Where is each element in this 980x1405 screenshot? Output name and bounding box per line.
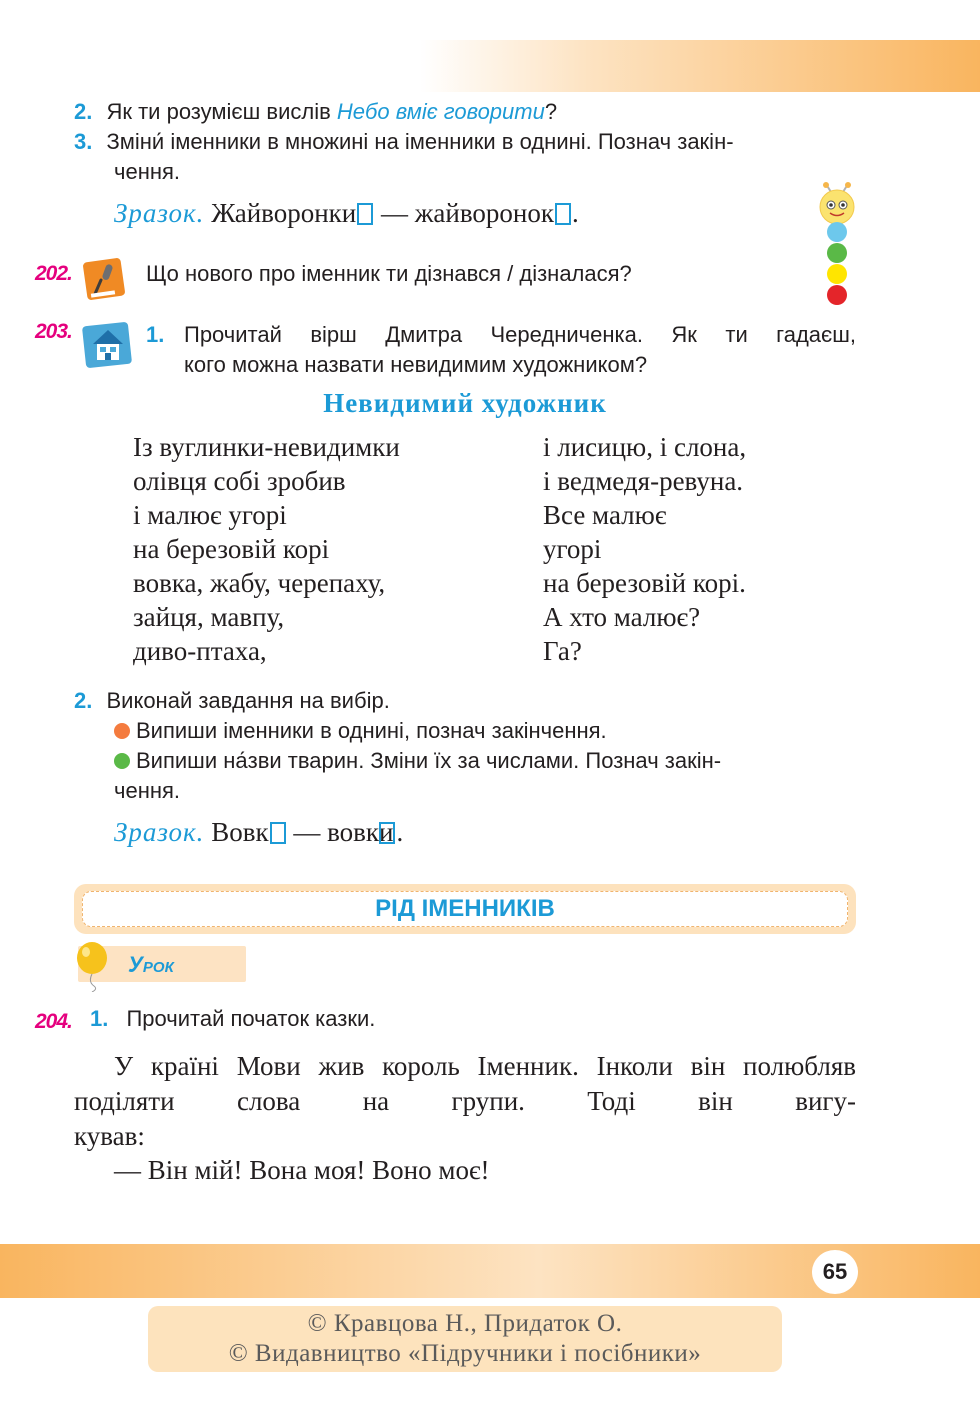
microphone-icon <box>81 254 131 304</box>
task-text-end: ? <box>544 99 558 124</box>
poem-line: і малює угорі <box>133 500 287 530</box>
task-text: Як ти розумієш вислів <box>106 99 337 124</box>
task-3 <box>74 127 864 157</box>
example-dash: — <box>374 198 415 228</box>
example-word-2: жайворонок <box>414 198 554 228</box>
poem-right-column <box>543 430 746 668</box>
example-period: . <box>571 198 579 228</box>
page-number: 65 <box>812 1250 858 1294</box>
poem-line: зайця, мавпу, <box>133 602 285 632</box>
task-number: 2. <box>74 99 93 124</box>
copyright-line: © Видавництво «Підручники і посібники» <box>228 1340 702 1367</box>
task-number-label: 1. <box>146 322 165 347</box>
top-decor-band <box>420 40 980 92</box>
section-header <box>74 884 856 934</box>
task-text-line2: кого можна назвати невидимим художником? <box>184 352 648 377</box>
task-2 <box>74 97 557 127</box>
option-2-line2: чення. <box>114 778 181 803</box>
task-text: Виконай завдання на вибір. <box>106 688 390 713</box>
poem-line: і ведмедя-ревуна. <box>543 466 744 496</box>
story-paragraph: У країні Мови жив король Іменник. Інколи він полюбляв поділяти слова на групи. Тоді він вигу- <box>74 1051 856 1116</box>
poem-line: угорі <box>543 534 602 564</box>
section-title: РІД ІМЕННИКІВ <box>82 891 848 927</box>
example-period: . <box>396 817 404 847</box>
ending-box <box>270 822 286 844</box>
option-text: Випиши іменники в однині, познач закінчення. <box>136 718 607 743</box>
example-label: Зразок. <box>114 198 205 228</box>
example-label: Зразок. <box>114 817 205 847</box>
example-2 <box>114 817 403 848</box>
balloon-icon <box>72 940 112 992</box>
green-dot-icon <box>114 753 130 769</box>
poem-line: на березовій корі. <box>543 568 746 598</box>
caterpillar-icon <box>815 182 861 307</box>
ending-box <box>379 822 395 844</box>
option-2 <box>114 746 721 776</box>
task-text: Зміни́ іменники в множині на іменники в однині. Познач закін- <box>106 129 734 154</box>
story-quote: — Він мій! Вона моя! Воно моє! <box>114 1155 490 1185</box>
example-word-2: вовки <box>327 817 394 847</box>
story-paragraph-end: кував: <box>74 1121 145 1151</box>
task-text: Прочитай початок казки. <box>126 1006 376 1031</box>
example-word-1: Жайворонки <box>211 198 357 228</box>
exercise-number: 202. <box>35 262 72 285</box>
task-2b <box>74 686 390 716</box>
poem-line: диво-птаха, <box>133 636 267 666</box>
option-1 <box>114 716 607 746</box>
exercise-text: Що нового про іменник ти дізнався / дізналася? <box>146 261 632 286</box>
ending-box <box>555 203 571 225</box>
poem-line: Все малює <box>543 500 667 530</box>
task-3-line2: чення. <box>114 159 181 184</box>
task-text-line1: Прочитай вірш Дмитра Чередниченка. Як ти гадаєш, <box>184 322 856 347</box>
lesson-label: Урок <box>128 952 174 977</box>
orange-dot-icon <box>114 723 130 739</box>
poem-line: на березовій корі <box>133 534 330 564</box>
task-number: 3. <box>74 129 93 154</box>
copyright-line: © Кравцова Н., Придаток О. <box>307 1310 623 1337</box>
exercise-number: 204. <box>35 1010 72 1033</box>
example-dash: — <box>286 817 328 847</box>
poem-title: Невидимий художник <box>323 388 607 418</box>
task-number: 2. <box>74 688 93 713</box>
poem-line: олівця собі зробив <box>133 466 346 496</box>
ending-box <box>357 203 373 225</box>
poem-line: Із вуглинки-невидимки <box>133 432 400 462</box>
copyright-box <box>148 1306 782 1372</box>
house-icon <box>81 318 137 370</box>
poem-left-column <box>133 430 400 668</box>
example-1 <box>114 198 579 229</box>
task-number: 1. <box>90 1006 109 1031</box>
option-text: Випиши на́зви тварин. Зміни їх за числами. Познач закін- <box>136 748 722 773</box>
exercise-task <box>90 1004 375 1034</box>
poem-line: Га? <box>543 636 582 666</box>
poem-line: вовка, жабу, черепаху, <box>133 568 386 598</box>
example-word-1: Вовк <box>211 817 269 847</box>
poem-line: А хто малює? <box>543 602 701 632</box>
task-phrase: Небо вміє говорити <box>336 99 545 124</box>
poem-line: і лисицю, і слона, <box>543 432 747 462</box>
task-number <box>146 320 164 350</box>
exercise-number: 203. <box>35 320 72 343</box>
